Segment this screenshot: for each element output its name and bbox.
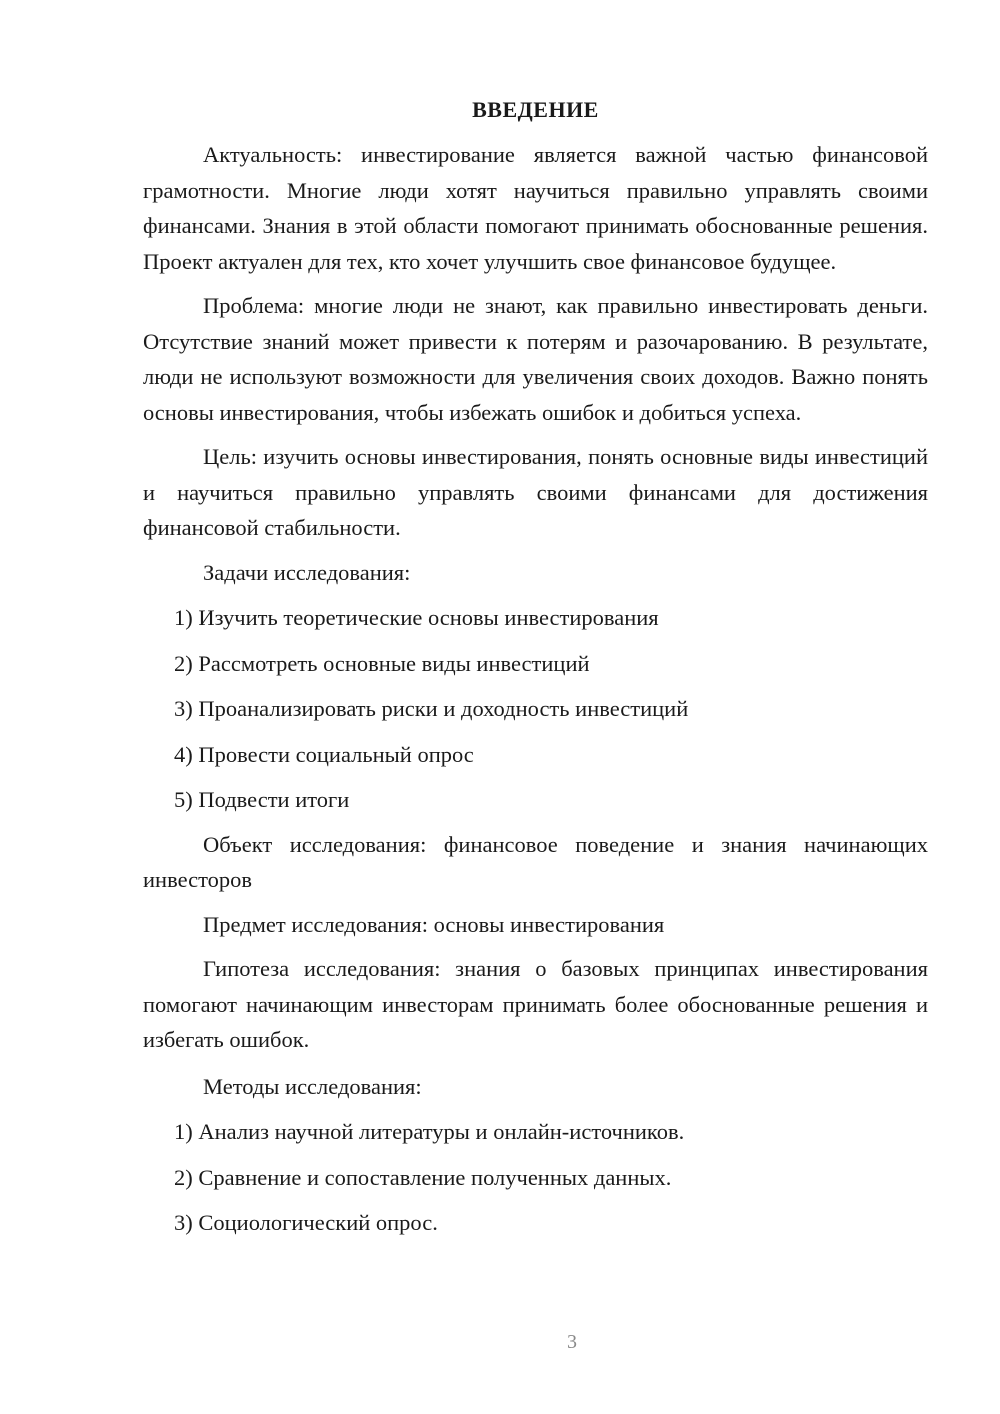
hypothesis-paragraph: Гипотеза исследования: знания о базовых принципах инвестирования помогают начинающим инвесторам принимать более обоснованные решения и избегать ошибок.	[143, 956, 928, 1052]
problem-paragraph: Проблема: многие люди не знают, как правильно инвестировать деньги. Отсутствие знаний может привести к потерям и разочарованию. В результате, люди не используют возможности для увеличения своих доходов. Важно понять основы инвестирования, чтобы избежать ошибок и добиться успеха.	[143, 293, 928, 425]
task-item-4: 4) Провести социальный опрос	[174, 741, 474, 767]
task-item-2: 2) Рассмотреть основные виды инвестиций	[174, 650, 590, 676]
tasks-label: Задачи исследования:	[203, 559, 411, 585]
methods-label: Методы исследования:	[203, 1073, 422, 1099]
page-content	[143, 92, 928, 1241]
task-item-1: 1) Изучить теоретические основы инвестирования	[174, 605, 659, 630]
task-item-5: 5) Подвести итоги	[174, 787, 350, 812]
method-item-2: 2) Сравнение и сопоставление полученных данных.	[174, 1164, 672, 1190]
page-number: 3	[567, 1331, 577, 1353]
subject-paragraph: Предмет исследования: основы инвестирования	[203, 911, 665, 937]
goal-paragraph: Цель: изучить основы инвестирования, понять основные виды инвестиций и научиться правильно управлять своими финансами для достижения финансовой стабильности.	[143, 444, 928, 540]
method-item-1: 1) Анализ научной литературы и онлайн-источников.	[174, 1119, 685, 1144]
method-item-3: 3) Социологический опрос.	[174, 1210, 438, 1235]
task-item-3: 3) Проанализировать риски и доходность инвестиций	[174, 696, 689, 721]
page-title: ВВЕДЕНИЕ	[472, 97, 599, 122]
object-paragraph: Объект исследования: финансовое поведение и знания начинающих инвесторов	[143, 831, 928, 892]
relevance-paragraph: Актуальность: инвестирование является важной частью финансовой грамотности. Многие люди хотят научиться правильно управлять своими финансами. Знания в этой области помогают принимать обоснованные решения. Проект актуален для тех, кто хочет улучшить свое финансовое будущее.	[143, 142, 928, 274]
